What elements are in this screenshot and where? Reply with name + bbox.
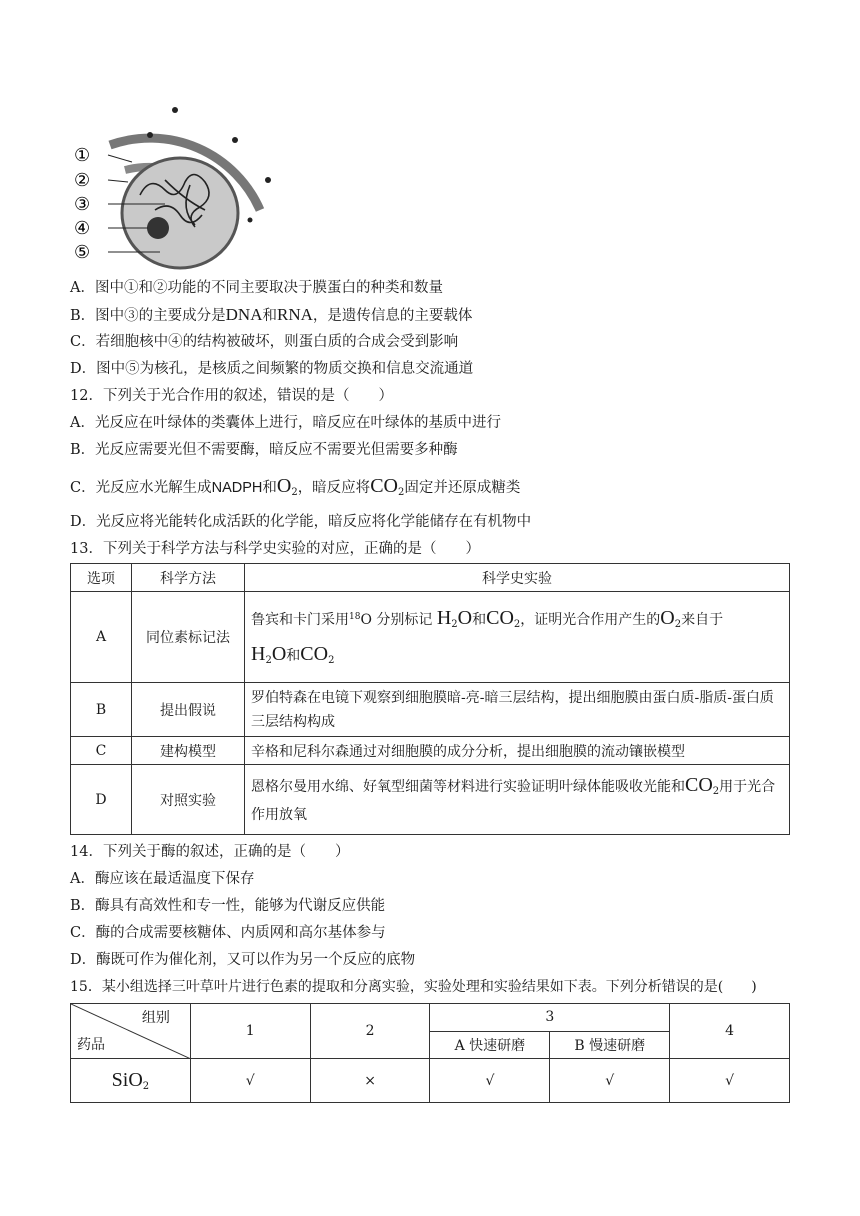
row-option: B [71,683,132,737]
header-method: 科学方法 [132,564,245,592]
q14-option-d: D．酶既可作为催化剂，又可以作为另一个反应的底物 [70,952,416,968]
row-experiment: 罗伯特森在电镜下观察到细胞膜暗-亮-暗三层结构，提出细胞膜由蛋白质-脂质-蛋白质三层结构构成 [245,683,790,737]
q12-option-b: B．光反应需要光但不需要酶，暗反应不需要光但需要多种酶 [70,442,458,458]
q12-stem: 12．下列关于光合作用的叙述，错误的是（ ） [70,388,393,404]
group-header-3: 3 [430,1004,670,1032]
row-experiment: 鲁宾和卡门采用$^{18}$O 分别标记 $H_2O$和$CO_2$，证明光合作用产生的$O_2$来自于 $H_2O$和$CO_2$ [245,592,790,683]
cell-nucleus-figure [70,100,300,270]
mark-cell: √ [430,1059,550,1103]
q15-stem: 15．某小组选择三叶草叶片进行色素的提取和分离实验，实验处理和实验结果如下表。下列分析错误的是( ) [70,979,757,995]
table-row [71,765,790,835]
nucleolus [147,217,169,239]
row-option: D [71,765,132,835]
figure-label-5: ⑤ [74,242,91,263]
subgroup-3b: B 慢速研磨 [550,1031,670,1059]
group-header-1: 1 [190,1004,310,1059]
group-header-4: 4 [670,1004,790,1059]
corner-cell [71,1004,191,1059]
figure-label-1: ① [74,145,91,166]
q13-table [70,563,790,835]
row-option: C [71,737,132,765]
q12-option-d: D．光反应将光能转化成活跃的化学能，暗反应将化学能储存在有机物中 [70,514,532,530]
q14-option-a: A．酶应该在最适温度下保存 [70,871,255,887]
figure-label-3: ③ [74,194,91,215]
q13-stem: 13．下列关于科学方法与科学史实验的对应，正确的是（ ） [70,541,480,557]
mark-cell: × [310,1059,430,1103]
header-experiment: 科学史实验 [245,564,790,592]
subgroup-3a: A 快速研磨 [430,1031,550,1059]
row-method: 同位素标记法 [132,592,245,683]
mark-cell: √ [670,1059,790,1103]
group-header-2: 2 [310,1004,430,1059]
row-method: 提出假说 [132,683,245,737]
q14-option-b: B．酶具有高效性和专一性，能够为代谢反应供能 [70,898,386,914]
q11-option-c: C．若细胞核中④的结构被破坏，则蛋白质的合成会受到影响 [70,334,459,350]
q14-stem: 14．下列关于酶的叙述，正确的是（ ） [70,844,350,860]
corner-bottom-label: 药品 [77,1037,105,1053]
q11-option-b: B．图中③的主要成分是DNA和RNA，是遗传信息的主要载体 [70,305,473,324]
table-row [71,592,790,683]
row-label-sio2: SiO$_2$ [71,1059,191,1103]
table-row [71,1059,790,1103]
table-row [71,564,790,592]
row-experiment: 恩格尔曼用水绵、好氧型细菌等材料进行实验证明叶绿体能吸收光能和$CO_2$用于光合作用放氧 [245,765,790,835]
q14-option-c: C．酶的合成需要核糖体、内质网和高尔基体参与 [70,925,386,941]
figure-label-2: ② [74,170,91,191]
q15-table [70,1003,790,1103]
q11-option-d: D．图中⑤为核孔，是核质之间频繁的物质交换和信息交流通道 [70,361,474,377]
row-method: 建构模型 [132,737,245,765]
row-option: A [71,592,132,683]
q11-option-a: A．图中①和②功能的不同主要取决于膜蛋白的种类和数量 [70,280,443,296]
q12-option-c: C．光反应水光解生成NADPH和$O_2$，暗反应将$CO_2$固定并还原成糖类 [70,475,521,498]
row-method: 对照实验 [132,765,245,835]
q12-option-a: A．光反应在叶绿体的类囊体上进行，暗反应在叶绿体的基质中进行 [70,415,501,431]
mark-cell: √ [550,1059,670,1103]
figure-label-4: ④ [74,218,91,239]
table-row [71,683,790,737]
row-experiment: 辛格和尼科尔森通过对细胞膜的成分分析，提出细胞膜的流动镶嵌模型 [245,737,790,765]
mark-cell: √ [190,1059,310,1103]
table-row [71,737,790,765]
header-option: 选项 [71,564,132,592]
table-row [71,1004,790,1032]
corner-top-label: 组别 [141,1010,170,1026]
